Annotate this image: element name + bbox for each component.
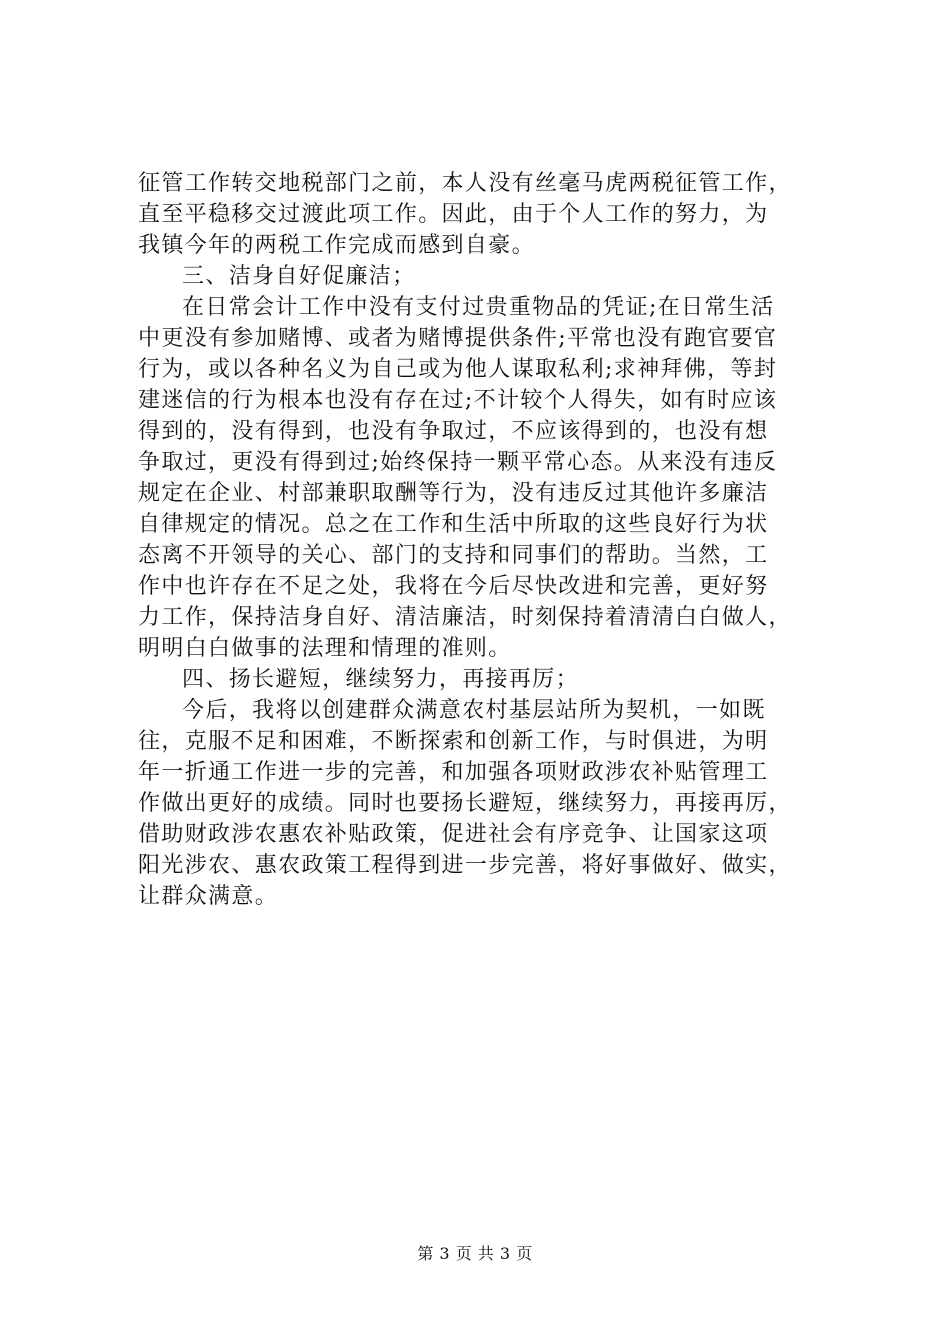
text-line: 态离不开领导的关心、部门的支持和同事们的帮助。当然，工 <box>138 543 769 568</box>
text-line: 作中也许存在不足之处，我将在今后尽快改进和完善，更好努 <box>138 574 769 599</box>
document-body <box>138 168 850 912</box>
paragraph-start: 在日常会计工作中没有支付过贵重物品的凭证;在日常生活 <box>182 295 775 320</box>
text-line: 争取过，更没有得到过;始终保持一颗平常心态。从来没有违反 <box>138 450 778 475</box>
text-line: 我镇今年的两税工作完成而感到自豪。 <box>138 233 535 258</box>
text-line: 中更没有参加赌博、或者为赌博提供条件;平常也没有跑官要官 <box>138 326 778 351</box>
text-line: 行为，或以各种名义为自己或为他人谋取私利;求神拜佛，等封 <box>138 357 778 382</box>
text-line: 明明白白做事的法理和情理的准则。 <box>138 636 512 661</box>
text-line: 往，克服不足和困难，不断探索和创新工作，与时俱进，为明 <box>138 729 769 754</box>
paragraph-start: 今后，我将以创建群众满意农村基层站所为契机，一如既 <box>182 698 766 723</box>
text-line: 借助财政涉农惠农补贴政策，促进社会有序竞争、让国家这项 <box>138 822 769 847</box>
text-line: 力工作，保持洁身自好、清洁廉洁，时刻保持着清清白白做人， <box>138 605 792 630</box>
text-line: 自律规定的情况。总之在工作和生活中所取的这些良好行为状 <box>138 512 769 537</box>
text-line: 让群众满意。 <box>138 884 279 909</box>
text-line: 规定在企业、村部兼职取酬等行为，没有违反过其他许多廉洁 <box>138 481 769 506</box>
text-line: 得到的，没有得到，也没有争取过，不应该得到的，也没有想 <box>138 419 769 444</box>
page-number-footer: 第 3 页 共 3 页 <box>417 1244 533 1263</box>
section-heading: 四、扬长避短，继续努力，再接再厉； <box>182 667 579 692</box>
text-line: 征管工作转交地税部门之前，本人没有丝毫马虎两税征管工作， <box>138 171 792 196</box>
text-line: 年一折通工作进一步的完善，和加强各项财政涉农补贴管理工 <box>138 760 769 785</box>
text-line: 直至平稳移交过渡此项工作。因此，由于个人工作的努力，为 <box>138 202 769 227</box>
text-line: 阳光涉农、惠农政策工程得到进一步完善，将好事做好、做实， <box>138 853 792 878</box>
text-line: 作做出更好的成绩。同时也要扬长避短，继续努力，再接再厉， <box>138 791 792 816</box>
text-line: 建迷信的行为根本也没有存在过;不计较个人得失，如有时应该 <box>138 388 778 413</box>
section-heading: 三、洁身自好促廉洁； <box>182 264 416 289</box>
